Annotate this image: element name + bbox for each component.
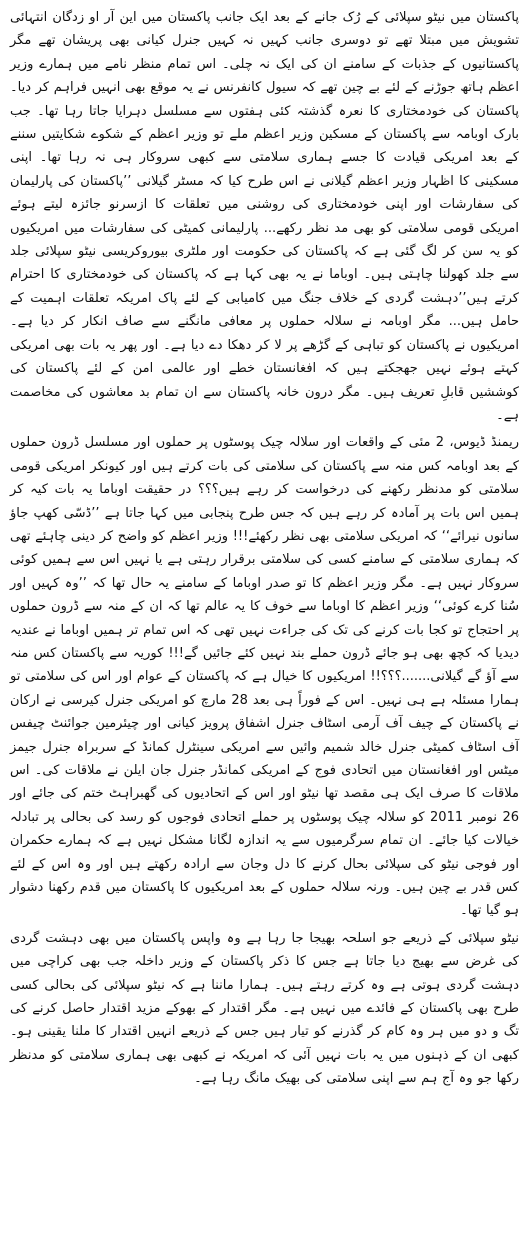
article-paragraph-2: ریمنڈ ڈیوس، 2 مئی کے واقعات اور سلالہ چیک پوسٹوں پر حملوں اور مسلسل ڈرون حملوں کے بعد اوبامہ کس منہ سے پاکستان کی سلامتی کی بات کرتے ہیں اور کیونکر امریکی قومی سلامتی کو مدنظر رکھنے کی درخواست کر رہے ہیں؟؟؟ در حقیقت اوباما یہ بات کیہ کر ہمیں اس بات پر آمادہ کر رہے ہیں کہ جس طرح پنجابی میں کہا جاتا ہے ’’ڈسّی کھپ جاؤ سانوں نیرائے‘‘ کہ امریکی سلامتی بھی نظر رکھئے!!! وزیر اعظم کو واضح کر دینی چاہئے تھی کہ ہماری سلامتی کے سامنے کسی کی سلامتی برقرار رہتی ہے یا نہیں اس سے ہمیں کوئی سروکار نہیں ہے۔ مگر وزیر اعظم کا تو صدر اوباما کے سامنے یہ حال تھا کہ ’’وہ کہیں اور سُنا کرے کوئی‘‘ وزیر اعظم کا اوباما سے خوف کا یہ عالم تھا کہ ان کے منہ سے ڈرون حملوں پر احتجاج تو کجا بات کرنے کی تک کی جراءت نہیں تھی کہ اس تمام تر ہمیں اوباما نے عندیہ دیدیا کہ کچھ بھی ہو جائے ڈرون حملے بند نہیں کئے جائیں گے!!! کوریہ سے پاکستان کس منہ سے آؤ گے گیلانی.......؟؟؟!! امریکیوں کا خیال ہے کہ پاکستان کے عوام اور اس کی سلامتی تو ہمارا مسئلہ ہے ہی نہیں۔ اس کے فوراً ہی بعد 28 مارچ کو امریکی جنرل کیرسی نے ارکان نے پاکستان کے چیف آف آرمی اسٹاف جنرل اشفاق پرویز کیانی اور چیئرمین جوائنٹ چیفس آف اسٹاف کمیٹی جنرل خالد شمیم وائیں سے امریکی سینٹرل کمانڈ کے سربراہ جنرل جیمز میٹس اور افغانستان میں اتحادی فوج کے امریکی کمانڈر جنرل جان ایلن نے ملاقات کی۔ اس ملاقات کا صرف ایک ہی مقصد تھا نیٹو اور اس کے اتحادیوں کی گھبراہٹ ختم کی جائے اور 26 نومبر 2011 کو سلالہ چیک پوسٹوں پر حملے اتحادی فوجوں کو رسد کی بحالی پر تبادلہ خیالات کیا جائے۔ ان تمام سرگرمیوں سے یہ اندازہ لگانا مشکل نہیں ہے کہ ہمارے حکمران اور فوجی نیٹو کی سپلائی بحال کرنے کا دل وجان سے ارادہ رکھتے ہیں اور وہ اس کے لئے کس قدر بے چین ہیں۔ ورنہ سلالہ حملوں کے بعد امریکیوں کا پاکستان میں قدم رکھنا دشوار ہو گیا تھا۔	[10, 435, 520, 919]
article-paragraph-1: پاکستان میں نیٹو سپلائی کے رُک جانے کے بعد ایک جانب پاکستان میں این آر او زدگان انتہائی تشویش میں مبتلا تھے تو دوسری جانب کہیں نہ کہیں جنرل کیانی بھی پریشان تھے مگر پاکستانیوں کے جذبات کے سامنے ان کی ایک نہ چلی۔ اس تمام منظر نامے میں ہمارے وزیر اعظم ہاتھ جوڑنے کے لئے بے چین تھے کہ سیول کانفرنس نے یہ موقع بھی انہیں فراہم کر دیا۔ پاکستان کی خودمختاری کا نعرہ گذشتہ کئی ہفتوں سے مسلسل دہرایا جاتا رہا تھا۔ جب بارک اوبامہ سے پاکستان کے مسکین وزیر اعظم ملے تو وزیر اعظم کے شکوے شکایتیں سننے کے بعد امریکی قیادت کا جسے ہماری سلامتی سے کبھی سروکار ہی نہ رہا تھا۔ اپنی مسکینی کا اظہار وزیر اعظم گیلانی نے اس طرح کیا کہ مسٹر گیلانی ’’پاکستان کی پارلیمان کی سفارشات اور اپنی خودمختاری کی روشنی میں تعلقات کا ازسرنو جائزہ لیتے ہوئے امریکی قومی سلامتی کو بھی مد نظر رکھے... پارلیمانی کمیٹی کی سفارشات میں امریکیوں کو یہ سن کر لگ گئی ہے کہ پاکستان کی حکومت اور ملٹری بیوروکریسی نیٹو سپلائی جلد سے جلد کھولنا چاہتی ہیں۔ اوباما نے یہ بھی کہا ہے کہ پاکستان کی خودمختاری کا احترام کرتے ہیں’’دہشت گردی کے خلاف جنگ میں کامیابی کے لئے پاک امریکہ تعلقات اہمیت کے حامل ہیں... مگر اوبامہ نے سلالہ حملوں پر معافی مانگنے سے صاف انکار کر دیا ہے۔ امریکیوں نے پاکستان کو تباہی کے گڑھے پر لا کر دھکا دے دیا ہے۔ اور پھر یہ بات بھی امریکی کہتے ہوئے نہیں جھجکتے ہیں کہ افغانستان خطے اور عالمی امن کے لئے پاکستان کی کوششیں قابلِ تعریف ہیں۔ مگر درون خانہ پاکستان سے ان تمام بد معاشوں کی مخاصمت ہے۔	[10, 10, 519, 423]
article-paragraph-3: نیٹو سپلائی کے ذریعے جو اسلحہ بھیجا جا رہا ہے وہ واپس پاکستان میں بھی دہشت گردی کی غرض سے بھیج دیا جاتا ہے جس کا ذکر پاکستان کے وزیر داخلہ جب بھی کراچی میں دہشت گردی ہوتی ہے وہ کرتے رہتے ہیں۔ ہمارا ماننا ہے کہ نیٹو سپلائی کی بحالی کسی طرح بھی پاکستان کے فائدے میں نہیں ہے۔ مگر اقتدار کے بھوکے مزید اقتدار حاصل کرنے کی تگ و دو میں ہر وہ کام کر گذرنے کو تیار ہیں جس کے ذریعے انہیں اقتدار کا ملنا یقینی ہو۔ کبھی ان کے ذہنوں میں یہ بات نہیں آئی کہ امریکہ نے کبھی بھی ہماری سلامتی کو مدنظر رکھا جو وہ آج ہم سے اپنی سلامتی کی بھیک مانگ رہا ہے۔	[10, 930, 519, 1087]
